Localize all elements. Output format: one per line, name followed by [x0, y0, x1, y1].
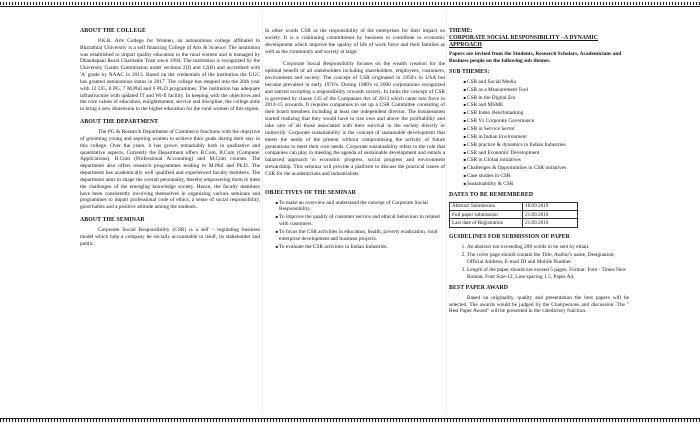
date-value: 21.09.2019	[523, 210, 578, 218]
award-heading: BEST PAPER AWARD	[449, 284, 509, 291]
subtheme-item: • CSR Index Benchmarking	[467, 110, 629, 117]
subtheme-item: • CSR as a Measurement Tool	[467, 87, 629, 94]
subtheme-item: • CSR practice & dynamics in Indian Industries	[467, 142, 629, 149]
guidelines-heading: GUIDELINES FOR SUBMISSION OF PAPER	[449, 233, 570, 240]
left-column	[80, 28, 260, 253]
table-row	[450, 202, 578, 210]
dates-table	[449, 202, 578, 228]
objective-item: • To make an overview and understand the concept of Corporate Social Responsibility.	[279, 200, 445, 214]
subthemes-heading: SUB THEMES:	[449, 69, 490, 76]
theme-label: THEME:	[449, 28, 473, 34]
subtheme-item: • CSR Vs Corporate Governance	[467, 118, 629, 125]
about-seminar-heading: ABOUT THE SEMINAR	[80, 217, 145, 224]
objective-item: • To improve the quality of customer service and ethical behaviour in related with customers.	[279, 214, 445, 228]
objective-item: • To evaluate the CSR activities in Indian Industries.	[279, 244, 445, 251]
subtheme-item: • CSR and MSME	[467, 102, 629, 109]
date-value: 18.09.2019	[523, 202, 578, 210]
guideline-item: 1. An abstract not exceeding 200 words to be sent by email.	[467, 244, 629, 251]
guideline-item: 3. Length of the paper should not exceed 5 pages. Format: Font - Times New Roman, Font Size-12, Line spacing 1.5, Paper A4.	[467, 267, 629, 281]
table-row	[450, 219, 578, 227]
guideline-item: 2. The cover page should contain the Title, Author's name, Designation, Official Address, E-mail ID and Mobile Number.	[467, 252, 629, 266]
dates-heading: DATES TO BE REMEMBERED	[449, 191, 534, 198]
csr-definition-paragraph: In other words CSR as the responsibility of the enterprises for their impact on society. It is a continuing commitment by business to contribute to economic development which improve the quality of life of work force and their families as well as the community and society at large.	[265, 28, 445, 55]
objectives-list	[265, 200, 445, 251]
theme-block	[449, 28, 629, 48]
subtheme-item: • Sustainability & CSR	[467, 181, 629, 188]
theme-title: CORPORATE SOCIAL RESPONSIBILITY - A DYNAMIC APPROACH	[449, 34, 598, 48]
subtheme-item: • CSR and Economic Development	[467, 150, 629, 157]
table-row	[450, 210, 578, 218]
guidelines-section	[449, 234, 629, 281]
top-rule	[0, 6, 700, 7]
subtheme-item: • Case studies in CSR	[467, 173, 629, 180]
guidelines-list	[449, 244, 629, 281]
about-college-heading: ABOUT THE COLLEGE	[80, 28, 146, 34]
about-college-body: P.K.R. Arts College for Women, an autonomous college affiliated to Bharathiar University is a self financing College of Arts & Science. The institution was established to impart quality education to the rural women and is managed by Dhandapani Rural Charitable Trust since 1994. The institution is recognized by the University Grants Commission under sections 2(f) and 12(B) and accredited with 'A' grade by NAAC in 2013. Based on the credentials of the institution the UGC has granted autonomous status in 2017. The college has stepped into the 26th year with 12 UG, 8 PG, 7 M.Phil and 6 Ph.D programmes. The institution has adequate infrastructure with updated IT and Wi-fi facility. In keeping with the objectives and the core values of education, enlightenment, service and discipline, the college aims to bring a new dimension to the higher education for the rural women of this region.	[80, 37, 260, 113]
fold-line-left	[262, 10, 263, 415]
subtheme-item: • CSR in Indian Environment	[467, 134, 629, 141]
bottom-rule	[0, 418, 700, 419]
date-label: Last date of Registration	[450, 219, 523, 227]
fold-line-right	[446, 10, 447, 415]
about-seminar-body: Corporate Social Responsibility (CSR) is a self – regulating business model which help a company be socially accountable to itself, its stakeholder and public.	[80, 226, 260, 247]
call-for-papers: Papers are invited from the Students, Research Scholars, Academicians and Business people on the following sub themes.	[449, 51, 622, 65]
subtheme-item: • Challenges & Opportunities in CSR initiatives	[467, 165, 629, 172]
objective-item: • To focus the CSR activities in education, health, poverty eradication, rural enterprise development and business projects.	[279, 229, 445, 243]
csr-overview-paragraph: Corporate Social Responsibility focuses on the wealth creation for the optimal benefit of all stakeholders including shareholders, employees, customers, environment and society. The concept of CSR originated in 1950's in USA but became prevalent in early 1970's. During 1980's to 2000 corporations recognized and started accepting a responsibility towards society. In India the concept of CSR is governed by clause 135 of the Companies Act of 2013 which came into force in 2014-15 onwards. It requires companies to set up a CSR Committee consisting of their board members including at least one independent director. The businessmen started realizing that they would have to rise own and above the profitability and take care of all those associated with their survival in the society directly or indirectly. Corporate sustainability is the concept of sustainable development that meets the needs of the present without compromising the activity of future generations to meet their own needs. Corporate sustainability refers to the role that companies can play in meeting the agenda of sustainable development and entails a balanced approach to economic progress, social progress and environment stewardship. This seminar will provide a platform to discuss the practical issues of CSR for the academicians and industrialists.	[265, 61, 445, 177]
date-label: Abstract Submission	[450, 202, 523, 210]
objectives-heading: OBJECTIVES OF THE SEMINAR	[265, 189, 356, 196]
subtheme-item: • CSR in Service Sector	[467, 126, 629, 133]
subthemes-list	[449, 79, 629, 188]
subtheme-item: • CSR in Global initiatives	[467, 157, 629, 164]
right-column	[449, 28, 629, 321]
about-department-body: The PG & Research Department of Commerce functions with the objective of grooming young and aspiring women to achieve their goals during their stay in this college. Over the years, it has grown remarkably both in qualitative and quantitative aspects. Currently the Department offers B.Com, B.Com (Computer Applications), B.Com (Professional Accounting) and M.Com courses. The department also offers research programmes leading to M.Phil and Ph.D. The department has academically well qualified and experienced faculty members. The department aims to shape the overall personality, thereby empowering them to meet the challenges of the emerging knowledge society. Hence, the faculty members have been consistently involving themselves in organizing various seminars and programmes to impart professional code of ethics, a sense of social responsibility, good habits and a positive attitude among the students.	[80, 128, 260, 211]
subtheme-item: • CSR in the Digital Era	[467, 95, 629, 102]
award-body: Based on originality, quality and presentation the best papers will be selected. The awards would be judged by the Chairpersons and discussion. The " Best Paper Award" will be presented in the valedictory function.	[449, 294, 629, 315]
date-label: Full paper submission	[450, 210, 523, 218]
about-department-heading: ABOUT THE DEPARTMENT	[80, 119, 159, 126]
middle-column	[265, 28, 445, 254]
date-value: 21.09.2019	[523, 219, 578, 227]
subtheme-item: • CSR and Social Media	[467, 79, 629, 86]
